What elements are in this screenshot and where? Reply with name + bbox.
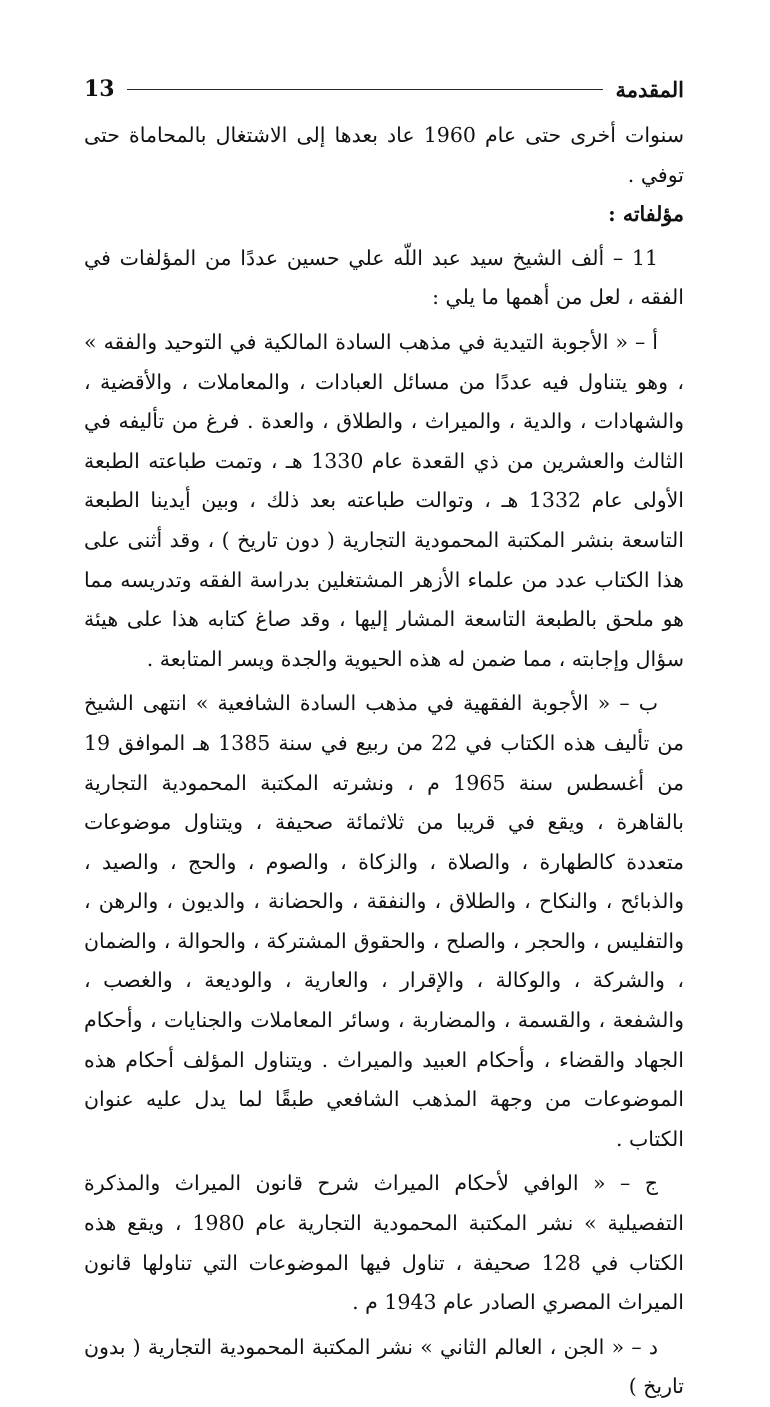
entry-d: د – « الجن ، العالم الثاني » نشر المكتبة المحمودية التجارية ( بدون تاريخ ) [84,1334,684,1399]
paragraph-intro: 11 – ألف الشيخ سيد عبد اللّه علي حسين عددًا من المؤلفات في الفقه ، لعل من أهمها ما يلي : [84,245,684,310]
running-header [84,72,684,106]
entry-b: ب – « الأجوبة الفقهية في مذهب السادة الشافعية » انتهى الشيخ من تأليف هذه الكتاب في 22 من ربيع في سنة 1385 هـ الموافق 19 من أغسطس سنة 1965 م ، ونشرته المكتبة المحمودية التجارية بالقاهرة ، ويقع في قريبا من ثلاثمائة صحيفة ، ويتناول موضوعات متعددة كالطهارة ، والصلاة ، والزكاة ، والصوم ، والحج ، والصيد ، والذبائح ، والنكاح ، والطلاق ، والنفقة ، والحضانة ، والديون ، والرهن ، والتفليس ، والحجر ، والصلح ، والحقوق المشتركة ، والحوالة ، والضمان ، والشركة ، والوكالة ، والإقرار ، والعارية ، والوديعة ، والغصب ، والشفعة ، والقسمة ، والمضاربة ، وسائر المعاملات والجنايات ، وأحكام الجهاد والقضاء ، وأحكام العبيد والميراث . ويتناول المؤلف أحكام هذه الموضوعات من وجهة المذهب الشافعي طبقًا لما يدل عليه عنوان الكتاب . [84,691,685,1151]
entry-c: ج – « الوافي لأحكام الميراث شرح قانون الميراث والمذكرة التفصيلية » نشر المكتبة المحمودية التجارية عام 1980 ، ويقع هذه الكتاب في 128 صحيفة ، تناول فيها الموضوعات التي تناولها قانون الميراث المصري الصادر عام 1943 م . [84,1171,684,1315]
header-rule [127,89,604,90]
paragraph-continuation: سنوات أخرى حتى عام 1960 عاد بعدها إلى الاشتغال بالمحاماة حتى توفي . [84,123,684,187]
chapter-title: المقدمة [615,76,684,102]
section-heading: مؤلفاته : [608,202,684,227]
page-number: 13 [84,76,115,102]
entry-a: أ – « الأجوبة التيدية في مذهب السادة المالكية في التوحيد والفقه » ، وهو يتناول فيه عددًا من مسائل العبادات ، والمعاملات ، والأقضية ، والشهادات ، والدية ، والميراث ، والطلاق ، والعدة . فرغ من تأليفه في الثالث والعشرين من ذي القعدة عام 1330 هـ ، وتمت طباعته الطبعة الأولى عام 1332 هـ ، وتوالت طباعته بعد ذلك ، وبين أيدينا الطبعة التاسعة بنشر المكتبة المحمودية التجارية ( دون تاريخ ) ، وقد أثنى على هذا الكتاب عدد من علماء الأزهر المشتغلين بدراسة الفقه وتدريسه مما هو ملحق بالطبعة التاسعة المشار إليها ، وقد صاغ كتابه هذا على هيئة سؤال وإجابته ، مما ضمن له هذه الحيوية والجدة ويسر المتابعة . [84,329,684,671]
page-body [84,116,684,1407]
